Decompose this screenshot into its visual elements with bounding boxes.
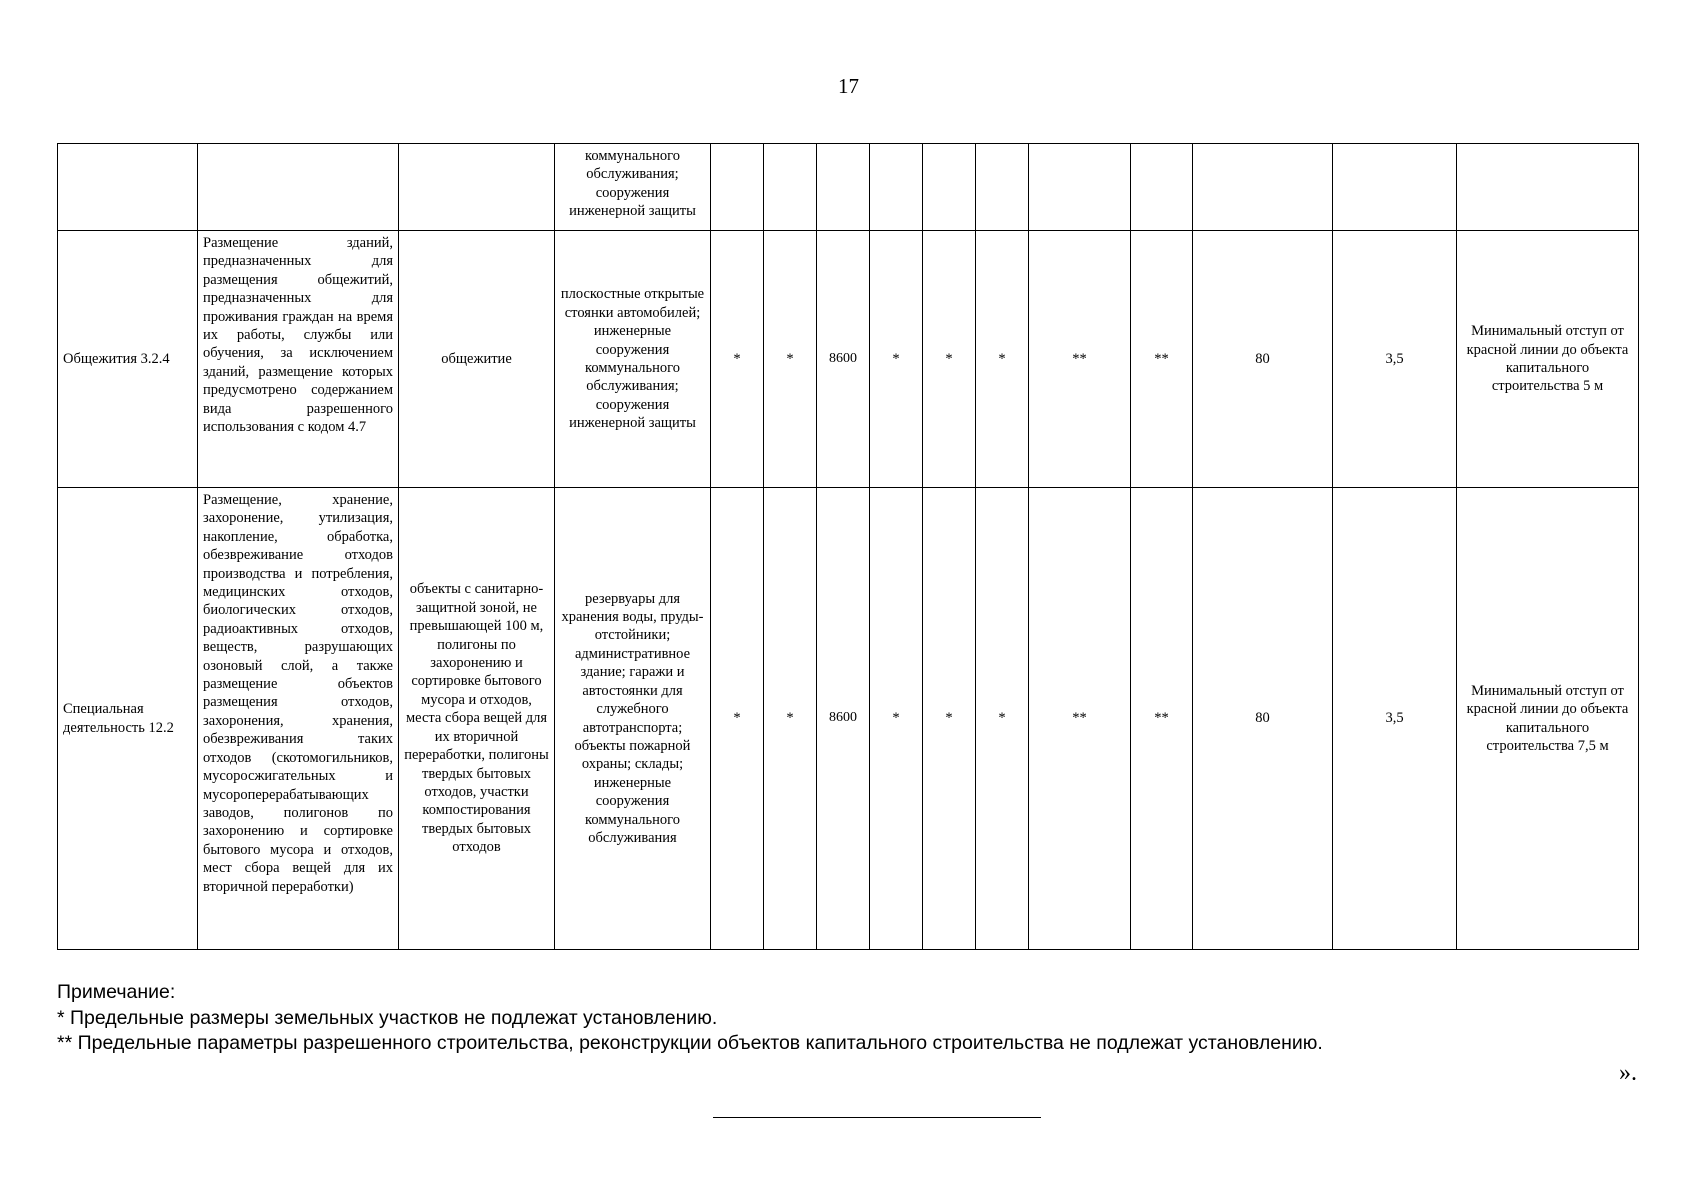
use-description-cell: Размещение зданий, предназначенных для размещения общежитий, предназначенных для проживания граждан на время их работы, службы или обучения, за исключением зданий, размещение которых предусмотрено содержанием вида разрешенного использования с кодом 4.7 [198, 231, 399, 488]
param-cell-2: * [764, 488, 817, 950]
auxiliary-use-cell: резервуары для хранения воды, пруды-отстойники; административное здание; гаражи и автостоянки для служебного автотранспорта; объекты пожарной охраны; склады; инженерные сооружения коммунального обслуживания [555, 488, 711, 950]
param-cell-3: 8600 [817, 488, 870, 950]
param-cell-3 [817, 144, 870, 231]
param-cell-3: 8600 [817, 231, 870, 488]
param-cell-8: ** [1131, 231, 1193, 488]
param-cell-5: * [923, 231, 976, 488]
use-description-cell: Размещение, хранение, захоронение, утилизация, накопление, обработка, обезвреживание отходов производства и потребления, медицинских отходов, биологических отходов, радиоактивных отходов, веществ, разрушающих озоновый слой, а также размещение объектов размещения отходов, захоронения, хранения, обезвреживания таких отходов (скотомогильников, мусоросжигательных и мусороперерабатывающих заводов, полигонов по захоронению и сортировке бытового мусора и отходов, мест сбора вещей для их вторичной переработки) [198, 488, 399, 950]
param-cell-7: ** [1029, 488, 1131, 950]
param-cell-10: 3,5 [1333, 231, 1457, 488]
param-cell-1 [711, 144, 764, 231]
param-cell-10 [1333, 144, 1457, 231]
param-cell-2 [764, 144, 817, 231]
param-cell-6: * [976, 231, 1029, 488]
param-cell-9: 80 [1193, 231, 1333, 488]
param-cell-5 [923, 144, 976, 231]
closing-quote-mark: ». [1619, 1060, 1637, 1086]
param-cell-1: * [711, 488, 764, 950]
main-use-cell [399, 144, 555, 231]
main-use-cell: объекты с санитарно-защитной зоной, не превышающей 100 м, полигоны по захоронению и сортировке бытового мусора и отходов, места сбора вещей для их вторичной переработки, полигоны твердых бытовых отходов, участки компостирования твердых бытовых отходов [399, 488, 555, 950]
param-cell-6: * [976, 488, 1029, 950]
note-cell [1457, 144, 1639, 231]
param-cell-7 [1029, 144, 1131, 231]
table-row [58, 144, 1639, 231]
param-cell-4 [870, 144, 923, 231]
notes-heading: Примечание: [57, 981, 176, 1003]
note-cell: Минимальный отступ от красной линии до объекта капитального строительства 5 м [1457, 231, 1639, 488]
param-cell-1: * [711, 231, 764, 488]
use-name-cell: Общежития 3.2.4 [58, 231, 198, 488]
use-name-cell: Специальная деятельность 12.2 [58, 488, 198, 950]
note-cell: Минимальный отступ от красной линии до объекта капитального строительства 7,5 м [1457, 488, 1639, 950]
param-cell-2: * [764, 231, 817, 488]
param-cell-9 [1193, 144, 1333, 231]
note-item: ** Предельные параметры разрешенного строительства, реконструкции объектов капитального строительства не подлежат установлению. [57, 1032, 1323, 1054]
param-cell-6 [976, 144, 1029, 231]
param-cell-8 [1131, 144, 1193, 231]
param-cell-4: * [870, 231, 923, 488]
use-name-cell [58, 144, 198, 231]
param-cell-7: ** [1029, 231, 1131, 488]
param-cell-5: * [923, 488, 976, 950]
auxiliary-use-cell: коммунального обслуживания; сооружения инженерной защиты [555, 144, 711, 231]
main-use-cell: общежитие [399, 231, 555, 488]
table-row [58, 488, 1639, 950]
auxiliary-use-cell: плоскостные открытые стоянки автомобилей; инженерные сооружения коммунального обслуживания; сооружения инженерной защиты [555, 231, 711, 488]
notes [57, 980, 1638, 1057]
param-cell-8: ** [1131, 488, 1193, 950]
use-description-cell [198, 144, 399, 231]
param-cell-10: 3,5 [1333, 488, 1457, 950]
table-row [58, 231, 1639, 488]
param-cell-9: 80 [1193, 488, 1333, 950]
note-item: * Предельные размеры земельных участков не подлежат установлению. [57, 1006, 718, 1029]
page-number: 17 [838, 74, 859, 98]
land-use-table [57, 143, 1639, 950]
param-cell-4: * [870, 488, 923, 950]
separator-line [713, 1117, 1041, 1118]
